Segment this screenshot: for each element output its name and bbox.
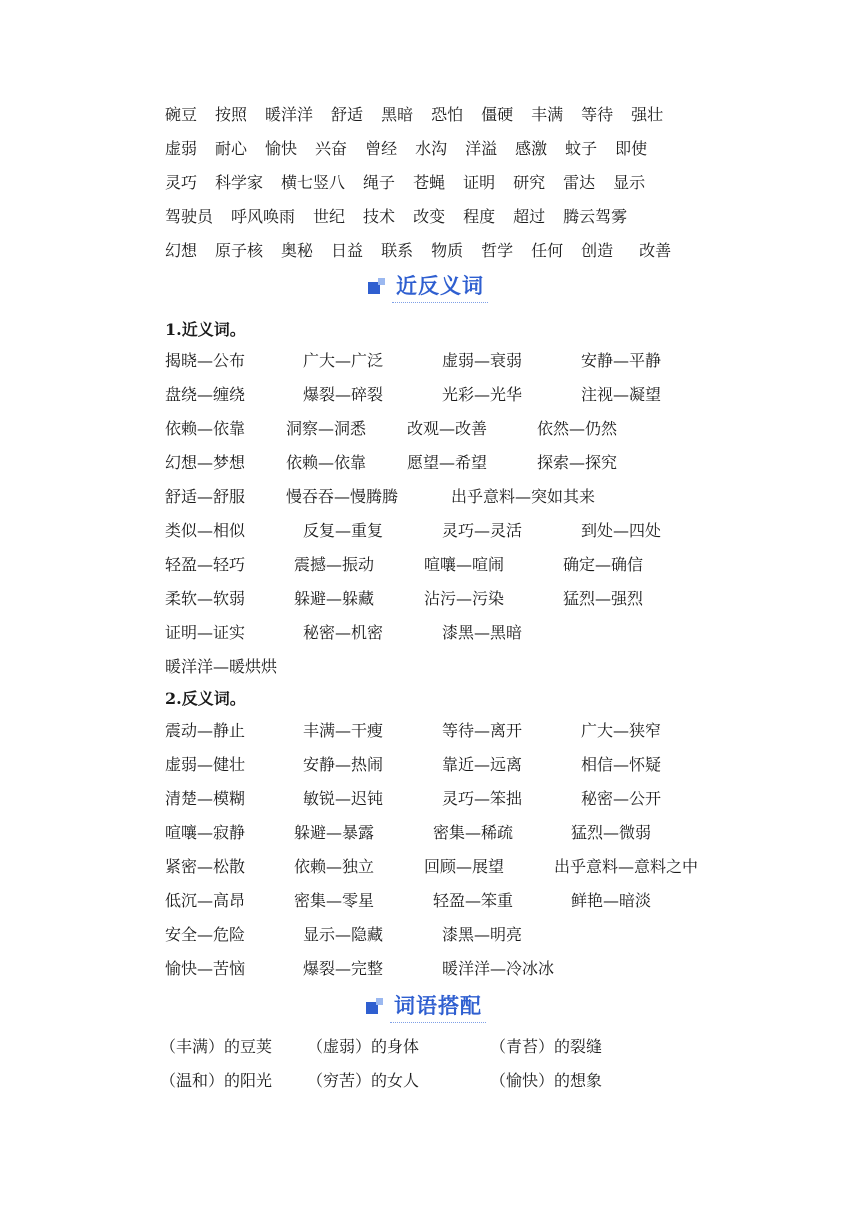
- section-title: 近反义词: [392, 270, 488, 303]
- vocabulary-word: 雷达: [563, 173, 596, 192]
- vocabulary-word: 舒适: [331, 105, 364, 124]
- word-pair: 暖洋洋—冷冰冰: [442, 959, 555, 978]
- vocabulary-word: 横七竖八: [281, 173, 346, 192]
- word-pair: 暖洋洋—暖烘烘: [165, 657, 278, 676]
- word-pair: 轻盈—笨重: [433, 891, 514, 910]
- word-pair: 猛烈—微弱: [571, 823, 652, 842]
- word-pair: 依然—仍然: [537, 419, 618, 438]
- vocabulary-word: 灵巧: [165, 173, 198, 192]
- vocabulary-word: 世纪: [313, 207, 346, 226]
- vocabulary-word: 水沟: [415, 139, 448, 158]
- word-row: [165, 132, 665, 166]
- vocabulary-word: 哲学: [481, 241, 514, 260]
- word-pair: 光彩—光华: [442, 385, 523, 404]
- word-pair: 类似—相似: [165, 521, 246, 540]
- vocabulary-word: 曾经: [365, 139, 398, 158]
- word-pair: 爆裂—碎裂: [303, 385, 384, 404]
- word-pair: 爆裂—完整: [303, 959, 384, 978]
- vocabulary-word: 耐心: [215, 139, 248, 158]
- word-pair: 沾污—污染: [424, 589, 505, 608]
- vocabulary-word: 兴奋: [315, 139, 348, 158]
- vocabulary-word: 绳子: [363, 173, 396, 192]
- word-pair: 躲避—躲藏: [294, 589, 375, 608]
- word-pair: 靠近—远离: [442, 755, 523, 774]
- word-pair: 反复—重复: [303, 521, 384, 540]
- vocabulary-word: 苍蝇: [413, 173, 446, 192]
- section-marker-icon: [366, 998, 384, 1014]
- word-pair: 灵巧—灵活: [442, 521, 523, 540]
- vocabulary-word: 任何: [531, 241, 564, 260]
- vocabulary-word: 超过: [513, 207, 546, 226]
- vocabulary-word: 即使: [615, 139, 648, 158]
- word-pair: 秘密—公开: [581, 789, 662, 808]
- word-pair: 紧密—松散: [165, 857, 246, 876]
- vocabulary-word: 联系: [381, 241, 414, 260]
- vocabulary-word: 洋溢: [465, 139, 498, 158]
- word-pair: 盘绕—缠绕: [165, 385, 246, 404]
- word-pair: 虚弱—衰弱: [442, 351, 523, 370]
- section-marker-icon: [368, 278, 386, 294]
- vocabulary-word: 科学家: [215, 173, 264, 192]
- vocabulary-word: 日益: [331, 241, 364, 260]
- vocabulary-word: 技术: [363, 207, 396, 226]
- word-pair: 广大—广泛: [303, 351, 384, 370]
- word-pair: 幻想—梦想: [165, 453, 246, 472]
- word-pair: 愿望—希望: [407, 453, 488, 472]
- vocabulary-word: 证明: [463, 173, 496, 192]
- vocabulary-word: 改善: [639, 241, 672, 260]
- collocation-item: （虚弱）的身体: [307, 1037, 420, 1056]
- word-pair: 证明—证实: [165, 623, 246, 642]
- section-header-collocations: [366, 988, 486, 1024]
- synonyms-heading: 1.近义词。: [165, 320, 246, 339]
- word-pair: 广大—狭窄: [581, 721, 662, 740]
- vocabulary-word: 驾驶员: [165, 207, 214, 226]
- word-pair: 喧嚷—喧闹: [424, 555, 505, 574]
- vocabulary-word: 碗豆: [165, 105, 198, 124]
- vocabulary-word: 强壮: [631, 105, 664, 124]
- vocabulary-word: 奥秘: [281, 241, 314, 260]
- word-pair: 安静—热闹: [303, 755, 384, 774]
- vocabulary-word: 幻想: [165, 241, 198, 260]
- word-pair: 喧嚷—寂静: [165, 823, 246, 842]
- word-pair: 依赖—依靠: [165, 419, 246, 438]
- vocabulary-word: 丰满: [531, 105, 564, 124]
- word-pair: 洞察—洞悉: [286, 419, 367, 438]
- word-pair: 等待—离开: [442, 721, 523, 740]
- vocabulary-word: 呼风唤雨: [231, 207, 296, 226]
- collocation-item: （穷苦）的女人: [307, 1071, 420, 1090]
- vocabulary-word: 等待: [581, 105, 614, 124]
- word-pair: 显示—隐藏: [303, 925, 384, 944]
- word-pair: 鲜艳—暗淡: [571, 891, 652, 910]
- word-pair: 震撼—振动: [294, 555, 375, 574]
- word-pair: 猛烈—强烈: [563, 589, 644, 608]
- vocabulary-word: 按照: [215, 105, 248, 124]
- vocabulary-word: 愉快: [265, 139, 298, 158]
- section-header-synonyms-antonyms: [368, 268, 488, 304]
- word-pair: 清楚—模糊: [165, 789, 246, 808]
- vocabulary-word: 研究: [513, 173, 546, 192]
- vocabulary-word: 僵硬: [481, 105, 514, 124]
- vocabulary-word: 暖洋洋: [265, 105, 314, 124]
- word-pair: 低沉—高昂: [165, 891, 246, 910]
- word-pair: 改观—改善: [407, 419, 488, 438]
- word-pair: 依赖—独立: [294, 857, 375, 876]
- word-row: [165, 98, 681, 132]
- antonyms-heading: 2.反义词。: [165, 689, 246, 708]
- word-pair: 秘密—机密: [303, 623, 384, 642]
- vocabulary-word: 物质: [431, 241, 464, 260]
- word-pair: 愉快—苦恼: [165, 959, 246, 978]
- word-pair: 回顾—展望: [424, 857, 505, 876]
- vocabulary-word: 感激: [515, 139, 548, 158]
- vocabulary-word: 程度: [463, 207, 496, 226]
- word-pair: 到处—四处: [581, 521, 662, 540]
- word-pair: 轻盈—轻巧: [165, 555, 246, 574]
- word-pair: 出乎意料—突如其来: [451, 487, 596, 506]
- word-pair: 躲避—暴露: [294, 823, 375, 842]
- vocabulary-word: 创造: [581, 241, 614, 260]
- vocabulary-word: 腾云驾雾: [563, 207, 628, 226]
- section-title: 词语搭配: [390, 990, 486, 1023]
- word-pair: 揭晓—公布: [165, 351, 246, 370]
- word-pair: 相信—怀疑: [581, 755, 662, 774]
- word-pair: 安全—危险: [165, 925, 246, 944]
- word-pair: 丰满—干瘦: [303, 721, 384, 740]
- word-pair: 慢吞吞—慢腾腾: [286, 487, 399, 506]
- word-pair: 敏锐—迟钝: [303, 789, 384, 808]
- word-pair: 安静—平静: [581, 351, 662, 370]
- vocabulary-word: 原子核: [215, 241, 264, 260]
- vocabulary-word: 显示: [613, 173, 646, 192]
- collocation-item: （丰满）的豆荚: [160, 1037, 273, 1056]
- vocabulary-word: 改变: [413, 207, 446, 226]
- word-row: [165, 234, 689, 268]
- collocation-item: （温和）的阳光: [160, 1071, 273, 1090]
- vocabulary-word: 黑暗: [381, 105, 414, 124]
- word-pair: 依赖—依靠: [286, 453, 367, 472]
- word-pair: 灵巧—笨拙: [442, 789, 523, 808]
- word-pair: 虚弱—健壮: [165, 755, 246, 774]
- collocation-item: （愉快）的想象: [490, 1071, 603, 1090]
- vocabulary-word: 恐怕: [431, 105, 464, 124]
- word-pair: 出乎意料—意料之中: [554, 857, 699, 876]
- word-pair: 密集—稀疏: [433, 823, 514, 842]
- word-pair: 柔软—软弱: [165, 589, 246, 608]
- word-pair: 舒适—舒服: [165, 487, 246, 506]
- word-pair: 探索—探究: [537, 453, 618, 472]
- word-pair: 漆黑—黑暗: [442, 623, 523, 642]
- collocation-item: （青苔）的裂缝: [490, 1037, 603, 1056]
- word-row: [165, 200, 645, 234]
- word-pair: 密集—零星: [294, 891, 375, 910]
- vocabulary-word: 虚弱: [165, 139, 198, 158]
- word-pair: 确定—确信: [563, 555, 644, 574]
- word-pair: 震动—静止: [165, 721, 246, 740]
- word-pair: 漆黑—明亮: [442, 925, 523, 944]
- word-pair: 注视—凝望: [581, 385, 662, 404]
- word-row: [165, 166, 663, 200]
- vocabulary-word: 蚊子: [565, 139, 598, 158]
